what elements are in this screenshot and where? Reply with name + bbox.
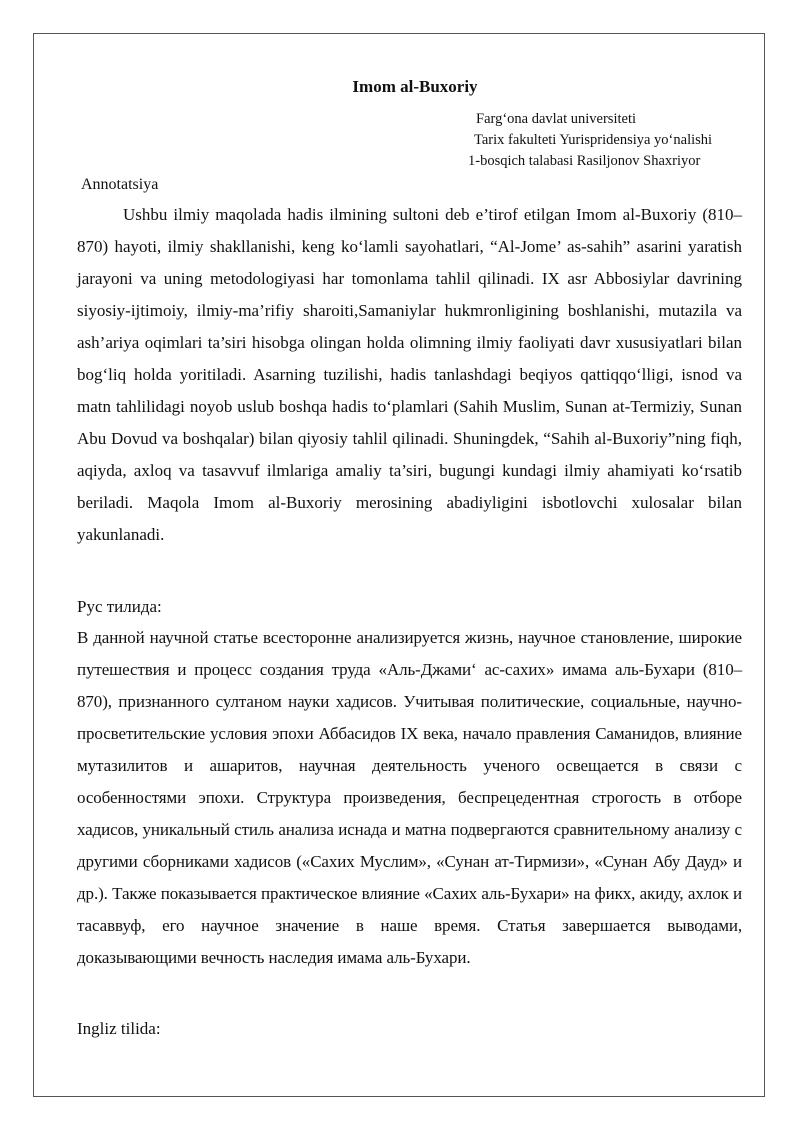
- affiliation-faculty: Tarix fakulteti Yurispridensiya yo‘nalishi: [474, 132, 713, 148]
- english-section-label: Ingliz tilida:: [77, 1019, 161, 1038]
- abstract-uzbek: Ushbu ilmiy maqolada hadis ilmining sultoni deb e’tirof etilgan Imom al-Buxoriy (810–870) hayoti, ilmiy shakllanishi, keng ko‘lamli sayohatlari, “Al-Jome’ as-sahih” asarini yaratish jarayoni va uning metodologiyasi har tomonlama tahlil qilinadi. IX asr Abbosiylar davrining siyosiy-ijtimoiy, ilmiy-ma’rifiy sharoiti,Samaniylar hukmronligining boshlanishi, mutazila va ash’ariya oqimlari ta’siri hisobga olingan holda olimning ilmiy faoliyati davr xususiyatlari bilan bog‘liq holda yoritiladi. Asarning tuzilishi, hadis tanlashdagi beqiyos qattiqqo‘lligi, isnod va matn tahlilidagi noyob uslub boshqa hadis to‘plamlari (Sahih Muslim, Sunan at-Termiziy, Sunan Abu Dovud va boshqalar) bilan qiyosiy tahlil qilinadi. Shuningdek, “Sahih al-Buxoriy”ning fiqh, aqiyda, axloq va tasavvuf ilmlariga amaliy ta’siri, bugungi kundagi ilmiy ahamiyati ko‘rsatib beriladi. Maqola Imom al-Buxoriy merosining abadiyligini isbotlovchi xulosalar bilan yakunlanadi.: [77, 205, 742, 544]
- russian-section-label: Рус тилида:: [77, 597, 162, 616]
- affiliation-student: 1-bosqich talabasi Rasiljonov Shaxriyor: [468, 153, 701, 169]
- abstract-russian: В данной научной статье всесторонне анализируется жизнь, научное становление, широкие путешествия и процесс создания труда «Аль-Джами‘ ас-сахих» имама аль-Бухари (810–870), признанного султаном науки хадисов. Учитывая политические, социальные, научно-просветительские условия эпохи Аббасидов IX века, начало правления Саманидов, влияние мутазилитов и ашаритов, научная деятельность ученого освещается в связи с особенностями эпохи. Структура произведения, беспрецедентная строгость в отборе хадисов, уникальный стиль анализа иснада и матна подвергаются сравнительному анализу с другими сборниками хадисов («Сахих Муслим», «Сунан ат-Тирмизи», «Сунан Абу Дауд» и др.). Также показывается практическое влияние «Сахих аль-Бухари» на фикх, акиду, ахлок и тасаввуф, его научное значение в наше время. Статья завершается выводами, доказывающими вечность наследия имама аль-Бухари.: [77, 628, 742, 967]
- affiliation-university: Farg‘ona davlat universiteti: [476, 111, 636, 127]
- document-title: Imom al-Buxoriy: [352, 77, 478, 96]
- annotation-heading: Annotatsiya: [81, 176, 159, 193]
